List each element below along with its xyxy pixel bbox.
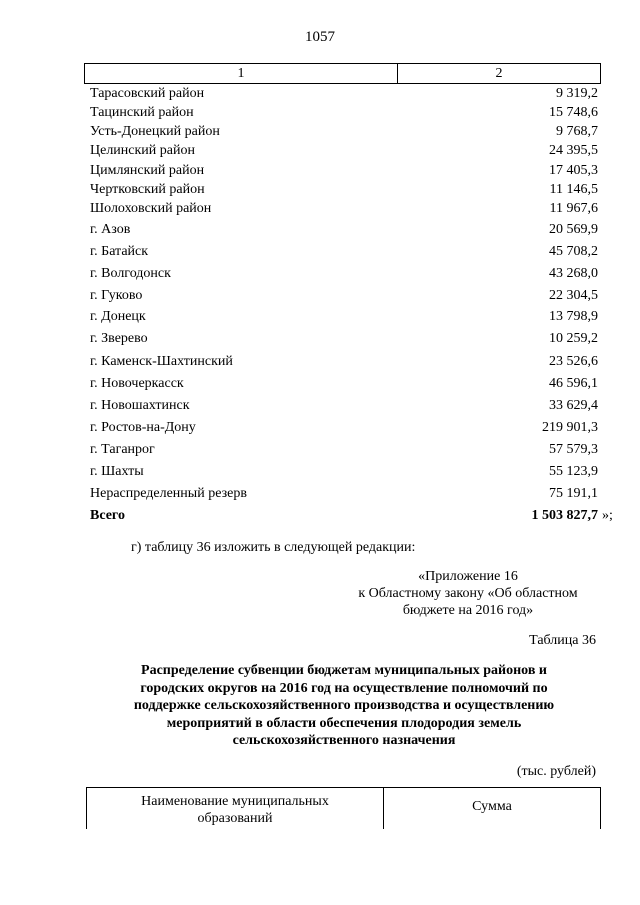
row-name: г. Батайск (90, 244, 149, 259)
appendix-line: «Приложение 16 (418, 569, 518, 584)
table-header-col2: 2 (495, 66, 503, 81)
title-line: Распределение субвенции бюджетам муниципальных районов и (141, 663, 547, 678)
row-name: Тацинский район (90, 105, 194, 120)
row-name: Шолоховский район (90, 201, 212, 216)
row-name: Целинский район (90, 143, 195, 158)
table-header (84, 63, 601, 84)
title-line: поддержке сельскохозяйственного производства и осуществлению (133, 698, 555, 713)
title-line: городских округов на 2016 год на осуществление полномочий по (140, 680, 548, 696)
appendix-reference (340, 568, 596, 619)
header-line: образований (197, 811, 273, 826)
title-line: сельскохозяйственного назначения (232, 733, 456, 748)
instruction-text: г) таблицу 36 изложить в следующей редакции: (131, 540, 416, 555)
unit-label: (тыс. рублей) (516, 764, 596, 779)
row-value: 75 191,1 (549, 486, 598, 501)
row-value: 219 901,3 (542, 420, 598, 435)
row-name: г. Новошахтинск (90, 398, 190, 413)
row-value: 11 146,5 (549, 182, 598, 197)
table-row (84, 266, 598, 286)
row-name: г. Гуково (90, 288, 143, 303)
table-row (84, 182, 598, 202)
table-row (84, 442, 598, 462)
table-title (90, 662, 598, 750)
row-value: 24 395,5 (549, 143, 598, 158)
table36-header-sum: Сумма (472, 799, 512, 814)
table-row (84, 222, 598, 242)
title-line: мероприятий в области обеспечения плодородия земель (166, 715, 522, 731)
header-line: Наименование муниципальных (141, 794, 329, 809)
row-name: Чертковский район (90, 182, 205, 197)
appendix-line: бюджете на 2016 год» (402, 603, 534, 618)
row-value: 17 405,3 (549, 163, 598, 178)
row-name: г. Шахты (90, 464, 144, 479)
table-row (84, 354, 598, 374)
table-label: Таблица 36 (529, 633, 596, 648)
row-value: 33 629,4 (549, 398, 598, 413)
row-name: Тарасовский район (90, 86, 205, 101)
table-row (84, 143, 598, 163)
table-row (84, 105, 598, 125)
total-label: Всего (90, 508, 125, 523)
row-value: 9 768,7 (556, 124, 598, 139)
row-value: 9 319,2 (556, 86, 598, 101)
table-row (84, 398, 598, 418)
table-row (84, 201, 598, 221)
row-value: 20 569,9 (549, 222, 598, 237)
table36-header (86, 787, 601, 829)
appendix-line: к Областному закону «Об областном (358, 586, 578, 601)
row-value: 43 268,0 (549, 266, 598, 281)
table-row (84, 309, 598, 329)
table-row (84, 163, 598, 183)
total-value: 1 503 827,7 (531, 508, 598, 523)
row-name: г. Азов (90, 222, 131, 237)
table-row (84, 244, 598, 264)
row-name: Усть-Донецкий район (90, 124, 220, 139)
table-row (84, 420, 598, 440)
page-number: 1057 (305, 29, 335, 45)
row-name: г. Донецк (90, 309, 146, 324)
table-row (84, 124, 598, 144)
row-value: 10 259,2 (549, 331, 598, 346)
row-value: 15 748,6 (549, 105, 598, 120)
table-row (84, 288, 598, 308)
row-name: г. Таганрог (90, 442, 155, 457)
row-name: Нераспределенный резерв (90, 486, 247, 501)
row-value: 23 526,6 (549, 354, 598, 369)
table36-header-name (87, 788, 384, 829)
row-name: г. Каменск-Шахтинский (90, 354, 233, 369)
row-name: г. Новочеркасск (90, 376, 184, 391)
table-row (84, 486, 598, 506)
row-value: 13 798,9 (549, 309, 598, 324)
row-value: 45 708,2 (549, 244, 598, 259)
table-row (84, 376, 598, 396)
row-name: г. Ростов-на-Дону (90, 420, 196, 435)
row-value: 22 304,5 (549, 288, 598, 303)
table-row (84, 86, 598, 106)
row-value: 57 579,3 (549, 442, 598, 457)
table-row (84, 331, 598, 351)
row-value: 46 596,1 (549, 376, 598, 391)
row-name: г. Волгодонск (90, 266, 171, 281)
row-name: Цимлянский район (90, 163, 205, 178)
quote-close: »; (602, 508, 613, 523)
total-row (84, 508, 613, 528)
table-header-col1: 1 (85, 64, 398, 83)
row-name: г. Зверево (90, 331, 148, 346)
table-row (84, 464, 598, 484)
row-value: 55 123,9 (549, 464, 598, 479)
row-value: 11 967,6 (549, 201, 598, 216)
